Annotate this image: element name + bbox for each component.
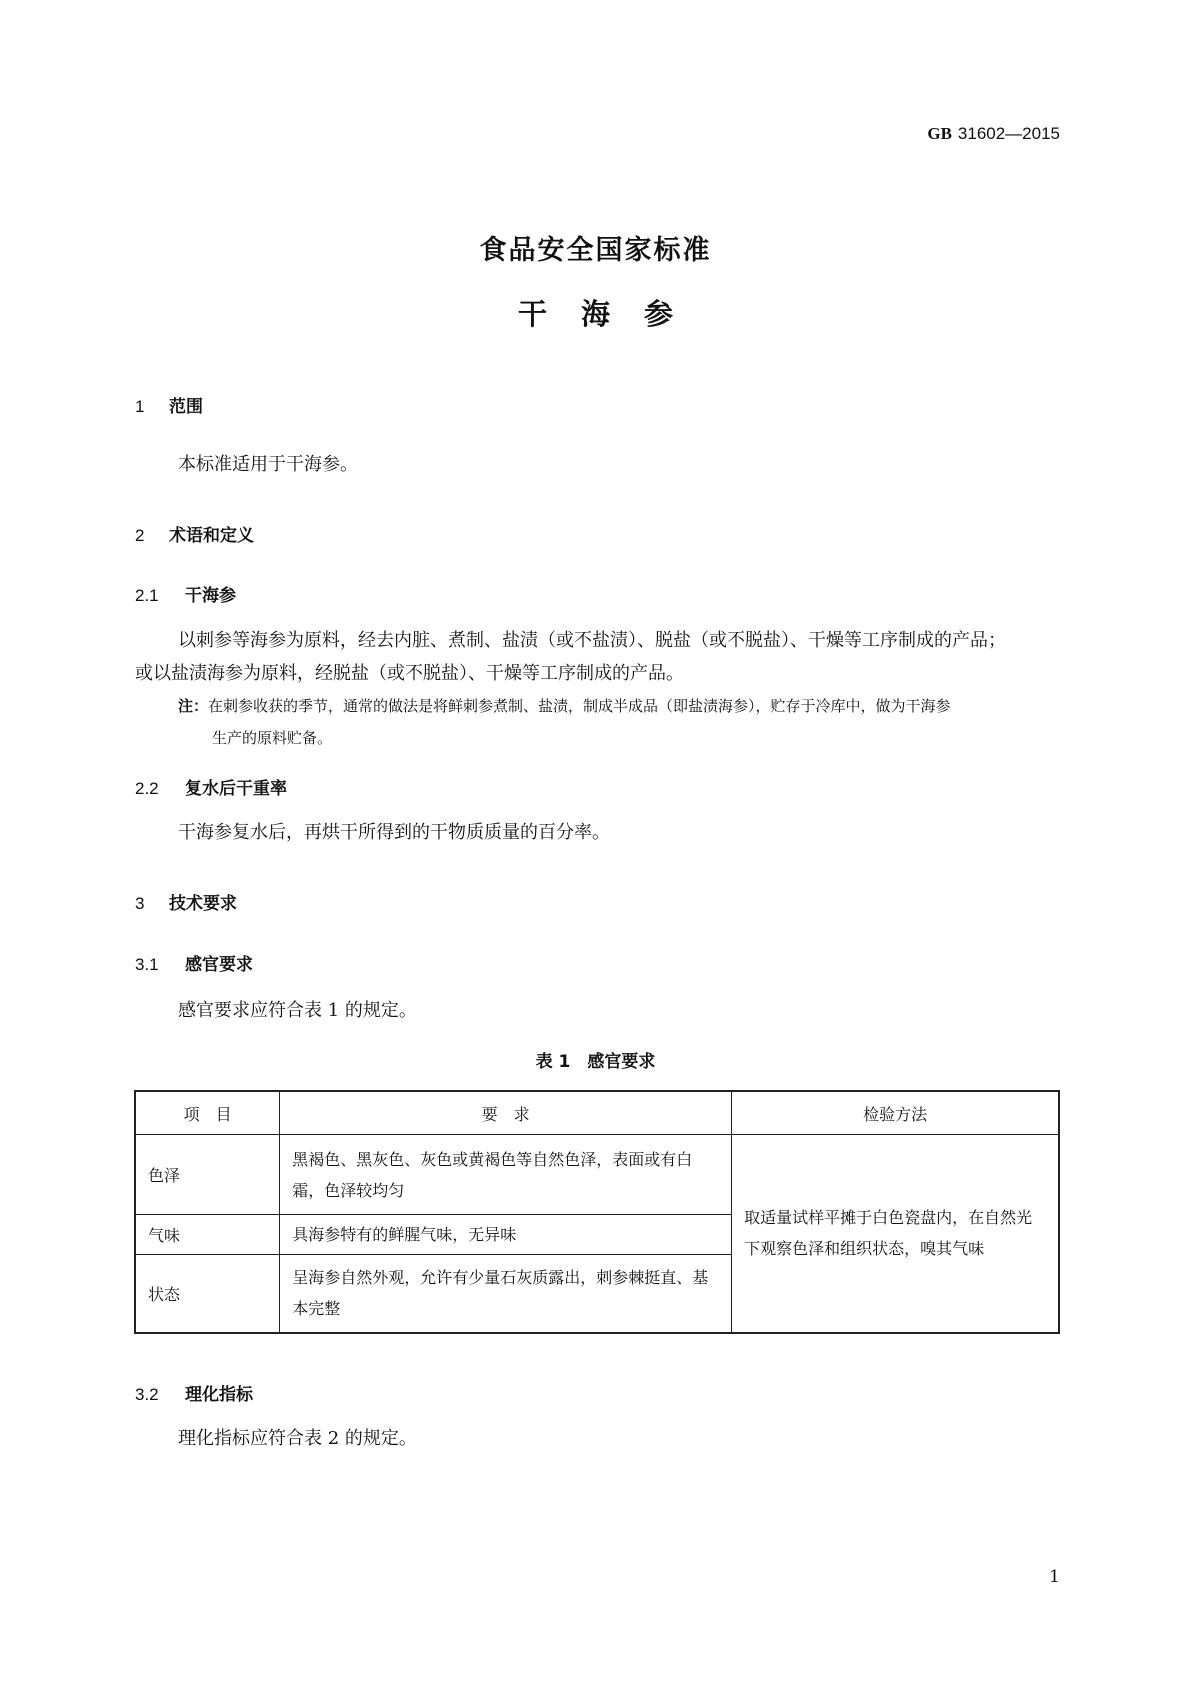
section-2-1-body-line-1: 以刺参等海参为原料，经去内脏、煮制、盐渍（或不盐渍）、脱盐（或不脱盐）、干燥等工序制成的产品； [178, 630, 1006, 651]
note-label: 注： [178, 697, 209, 715]
section-number: 2.2 [135, 779, 159, 798]
table-header-row [135, 1091, 1059, 1135]
section-2-1-note-line-2: 生产的原料贮备。 [212, 729, 333, 747]
section-title: 感官要求 [185, 955, 253, 975]
section-number: 3.1 [135, 955, 159, 974]
document-sub-title: 干海参 [517, 297, 707, 331]
table-cell-method: 取适量试样平摊于白色瓷盘内，在自然光下观察色泽和组织状态，嗅其气味 [732, 1135, 1059, 1333]
table-1-caption: 表 1 感官要求 [535, 1052, 656, 1072]
section-title: 理化指标 [185, 1385, 253, 1405]
section-3-heading [135, 889, 237, 914]
document-main-title: 食品安全国家标准 [479, 235, 712, 266]
table-cell-item: 色泽 [135, 1135, 280, 1215]
section-2-heading [135, 521, 254, 546]
section-3-2-heading [135, 1380, 253, 1405]
section-number: 2 [135, 526, 145, 545]
section-number: 3 [135, 894, 145, 913]
section-1-body: 本标准适用于干海参。 [178, 454, 358, 475]
table-header-cell: 检验方法 [732, 1091, 1059, 1135]
section-3-1-heading [135, 950, 253, 975]
table-cell-requirement: 黑褐色、黑灰色、灰色或黄褐色等自然色泽，表面或有白霜，色泽较均匀 [280, 1135, 732, 1215]
section-2-1-heading [135, 581, 236, 606]
section-2-2-heading [135, 774, 287, 799]
table-header-cell: 要 求 [280, 1091, 732, 1135]
standard-code-prefix: GB [927, 124, 952, 143]
section-title: 技术要求 [169, 894, 237, 914]
section-2-1-note [178, 690, 951, 722]
section-2-1-body-line-2: 或以盐渍海参为原料，经脱盐（或不脱盐）、干燥等工序制成的产品。 [135, 663, 684, 684]
table-cell-item: 气味 [135, 1215, 280, 1255]
section-title: 复水后干重率 [185, 779, 287, 799]
page-number: 1 [1049, 1567, 1060, 1587]
table-row [135, 1135, 1059, 1215]
section-title: 术语和定义 [169, 526, 254, 546]
section-number: 3.2 [135, 1385, 159, 1404]
section-title: 干海参 [185, 586, 236, 606]
section-2-2-body: 干海参复水后，再烘干所得到的干物质质量的百分率。 [178, 822, 610, 843]
section-3-1-body: 感官要求应符合表 1 的规定。 [178, 1000, 417, 1021]
section-3-2-body: 理化指标应符合表 2 的规定。 [178, 1428, 417, 1449]
standard-code-number: 31602—2015 [957, 124, 1060, 143]
note-line-1: 在刺参收获的季节，通常的做法是将鲜刺参煮制、盐渍，制成半成品（即盐渍海参），贮存于冷库中，做为干海参 [208, 697, 951, 715]
table-cell-requirement: 具海参特有的鲜腥气味，无异味 [280, 1215, 732, 1255]
standard-code [880, 124, 1060, 144]
section-number: 2.1 [135, 586, 159, 605]
section-title: 范围 [169, 397, 203, 417]
table-cell-item: 状态 [135, 1255, 280, 1333]
table-1 [134, 1090, 1060, 1334]
table-cell-requirement: 呈海参自然外观，允许有少量石灰质露出，刺参棘挺直、基本完整 [280, 1255, 732, 1333]
section-1-heading [135, 392, 203, 417]
section-number: 1 [135, 397, 145, 416]
table-header-cell: 项 目 [135, 1091, 280, 1135]
